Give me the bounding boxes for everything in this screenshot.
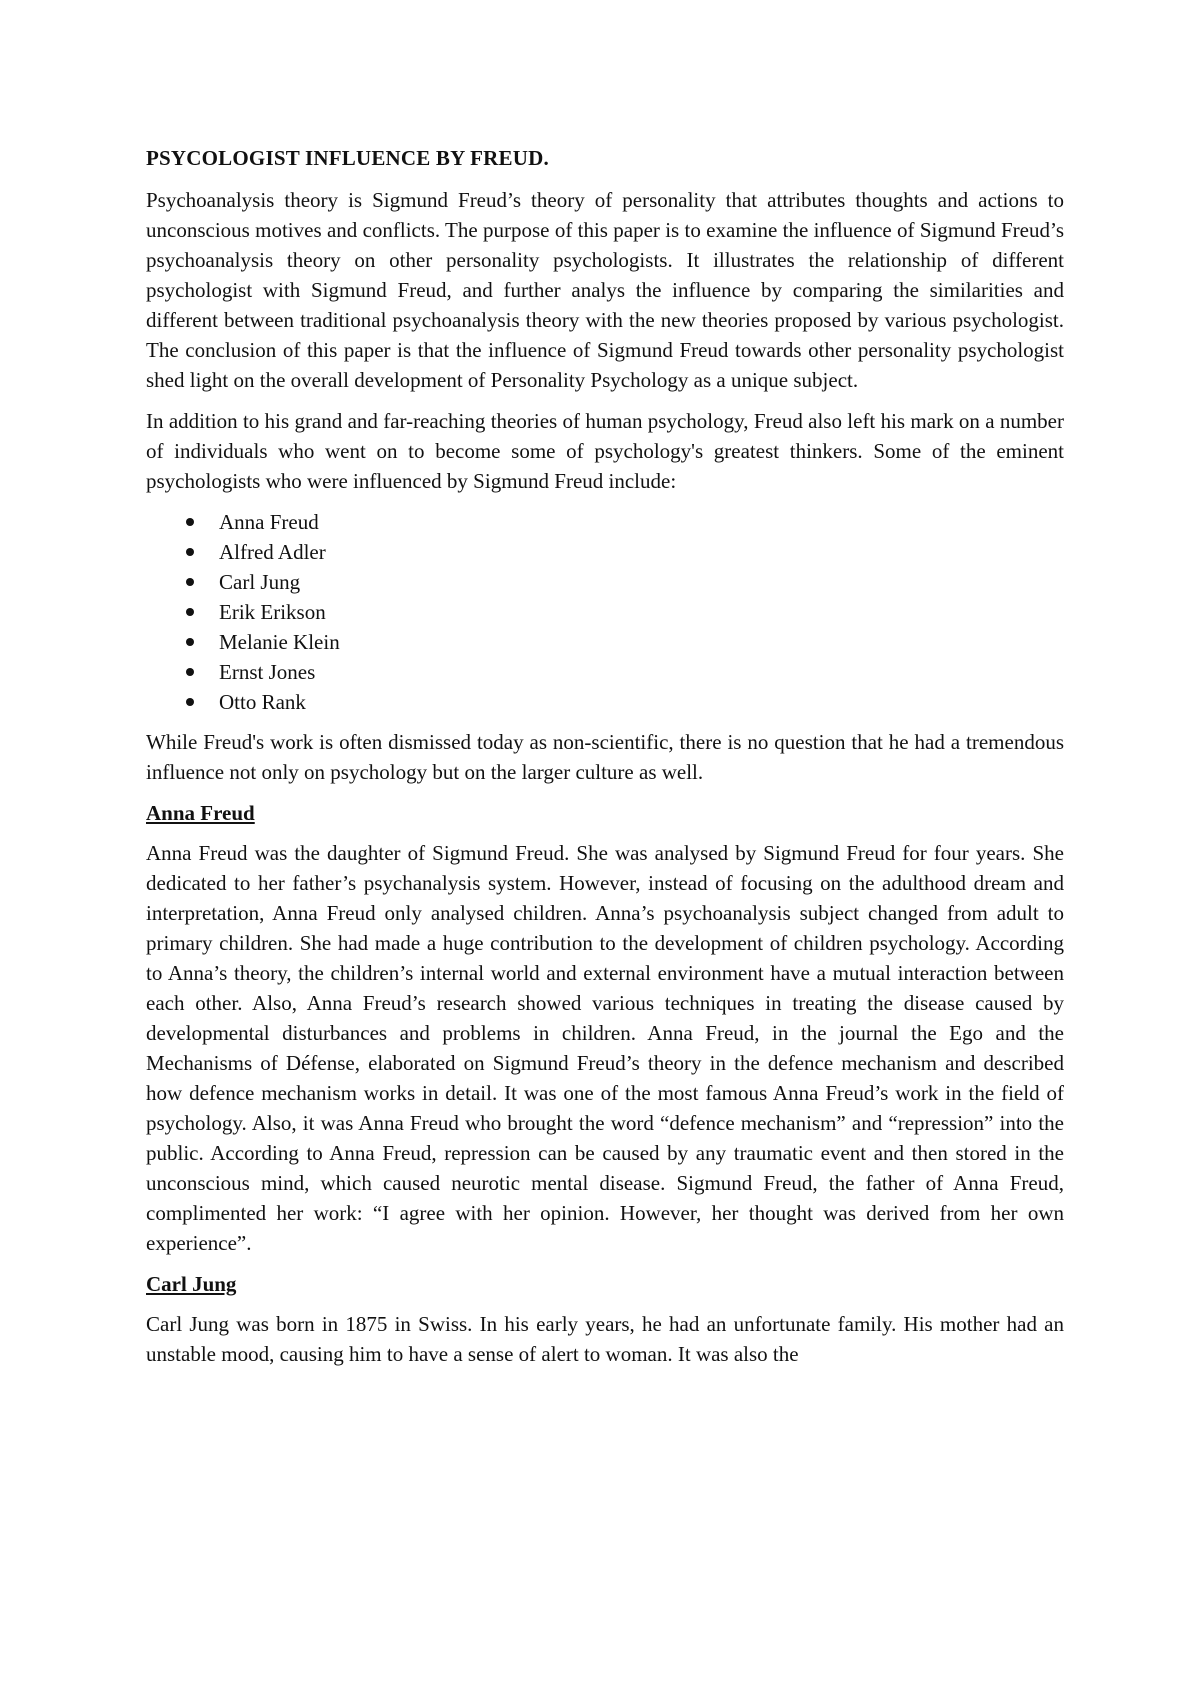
intro-paragraph-2: In addition to his grand and far-reaching theories of human psychology, Freud also left his mark on a number of individuals who went on to become some of psychology's greatest thinkers. Some of the eminent psychologists who were influenced by Sigmund Freud include:	[146, 409, 1064, 493]
bullet-icon	[186, 548, 194, 556]
psychologist-list	[146, 507, 1064, 717]
list-item-label: Otto Rank	[219, 690, 306, 714]
list-item	[146, 597, 1064, 627]
after-list-paragraph: While Freud's work is often dismissed today as non-scientific, there is no question that he had a tremendous influence not only on psychology but on the larger culture as well.	[146, 730, 1064, 784]
list-item-label: Alfred Adler	[219, 540, 326, 564]
bullet-icon	[186, 608, 194, 616]
bullet-icon	[186, 518, 194, 526]
bullet-icon	[186, 578, 194, 586]
section-heading-anna-freud: Anna Freud	[146, 801, 255, 825]
list-item	[146, 567, 1064, 597]
document-title: PSYCOLOGIST INFLUENCE BY FREUD.	[146, 146, 549, 170]
section-body-carl-jung: Carl Jung was born in 1875 in Swiss. In his early years, he had an unfortunate family. His mother had an unstable mood, causing him to have a sense of alert to woman. It was also the	[146, 1312, 1064, 1366]
list-item-label: Melanie Klein	[219, 630, 340, 654]
list-item-label: Anna Freud	[219, 510, 319, 534]
document-page	[146, 146, 1064, 1380]
bullet-icon	[186, 638, 194, 646]
list-item-label: Carl Jung	[219, 570, 301, 594]
intro-paragraph-1: Psychoanalysis theory is Sigmund Freud’s theory of personality that attributes thoughts and actions to unconscious motives and conflicts. The purpose of this paper is to examine the influence of Sigmund Freud’s psychoanalysis theory on other personality psychologists. It illustrates the relationship of different psychologist with Sigmund Freud, and further analys the influence by comparing the similarities and different between traditional psychoanalysis theory with the new theories proposed by various psychologist. The conclusion of this paper is that the influence of Sigmund Freud towards other personality psychologist shed light on the overall development of Personality Psychology as a unique subject.	[146, 188, 1064, 392]
section-heading-carl-jung: Carl Jung	[146, 1272, 237, 1296]
list-item	[146, 627, 1064, 657]
list-item	[146, 537, 1064, 567]
list-item	[146, 507, 1064, 537]
section-body-anna-freud: Anna Freud was the daughter of Sigmund Freud. She was analysed by Sigmund Freud for four years. She dedicated to her father’s psychanalysis system. However, instead of focusing on the adulthood dream and interpretation, Anna Freud only analysed children. Anna’s psychoanalysis subject changed from adult to primary children. She had made a huge contribution to the development of children psychology. According to Anna’s theory, the children’s internal world and external environment have a mutual interaction between each other. Also, Anna Freud’s research showed various techniques in treating the disease caused by developmental disturbances and problems in children. Anna Freud, in the journal the Ego and the Mechanisms of Défense, elaborated on Sigmund Freud’s theory in the defence mechanism and described how defence mechanism works in detail. It was one of the most famous Anna Freud’s work in the field of psychology. Also, it was Anna Freud who brought the word “defence mechanism” and “repression” into the public. According to Anna Freud, repression can be caused by any traumatic event and then stored in the unconscious mind, which caused neurotic mental disease. Sigmund Freud, the father of Anna Freud, complimented her work: “I agree with her opinion. However, her thought was derived from her own experience”.	[146, 841, 1064, 1255]
list-item-label: Erik Erikson	[219, 600, 326, 624]
bullet-icon	[186, 698, 194, 706]
list-item	[146, 657, 1064, 687]
list-item-label: Ernst Jones	[219, 660, 316, 684]
bullet-icon	[186, 668, 194, 676]
list-item	[146, 687, 1064, 717]
